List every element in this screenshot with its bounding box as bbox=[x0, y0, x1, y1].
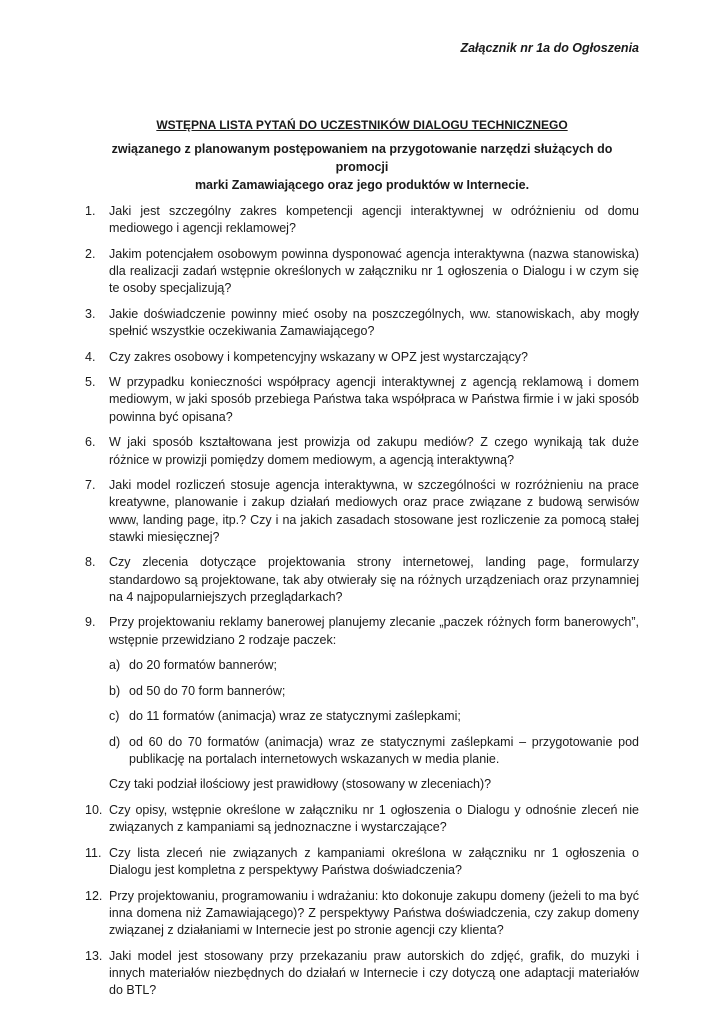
question-item bbox=[85, 246, 639, 298]
question-list bbox=[85, 203, 639, 1008]
option-letter: a) bbox=[109, 658, 121, 673]
question-text: Czy zlecenia dotyczące projektowania strony internetowej, landing page, formularzy standardowo są projektowane, tak aby otwierały się na różnych urządzeniach oraz przynamniej na 4 najpopularniejszych przeglądarkach? bbox=[109, 555, 639, 604]
question-number: 3. bbox=[85, 306, 96, 321]
question-item bbox=[85, 948, 639, 1000]
question-item bbox=[85, 434, 639, 469]
question-item bbox=[85, 349, 639, 366]
question-number: 7. bbox=[85, 477, 96, 492]
question-number: 12. bbox=[85, 888, 103, 903]
question-text: Czy lista zleceń nie związanych z kampaniami określona w załączniku nr 1 ogłoszenia o Dialogu jest kompletna z perspektywy Państwa doświadczenia? bbox=[109, 845, 639, 878]
question-item bbox=[85, 554, 639, 606]
question-item bbox=[85, 203, 639, 238]
question-text: Czy zakres osobowy i kompetencyjny wskazany w OPZ jest wystarczający? bbox=[109, 349, 528, 364]
question-item bbox=[85, 802, 639, 837]
question-number: 1. bbox=[85, 204, 96, 218]
option-text: do 20 formatów bannerów; bbox=[129, 658, 278, 673]
question-text: Jakie doświadczenie powinny mieć osoby na poszczególnych, ww. stanowiskach, aby mogły spełnić wszystkie oczekiwania Zamawiającego? bbox=[109, 306, 639, 339]
question-text: Przy projektowaniu, programowaniu i wdrażaniu: kto dokonuje zakupu domeny (jeżeli to ma być inna domena niż Zamawiającego)? Z perspektywy Państwa doświadczenia, czy zakup domeny związanej z działaniami w Internecie jest po stronie agencji czy klienta? bbox=[109, 888, 639, 938]
option-item bbox=[85, 734, 639, 769]
option-text: od 60 do 70 formatów (animacja) wraz ze statycznymi zaślepkami – przygotowanie pod publikację na portalach internetowych wskazanych w media planie. bbox=[129, 734, 639, 766]
question-number: 2. bbox=[85, 246, 96, 261]
option-letter: b) bbox=[109, 683, 121, 698]
question-text: Przy projektowaniu reklamy banerowej planujemy zlecanie „paczek różnych form banerowych”, wstępnie przewidziano 2 rodzaje paczek: bbox=[109, 615, 639, 647]
question-text: W przypadku konieczności współpracy agencji interaktywnej z agencją reklamową i domem mediowym, w jaki sposób przebiega Państwa taka współpraca w Państwa firmie i w jaki sposób powinna być opisana? bbox=[109, 375, 639, 424]
option-item bbox=[85, 708, 639, 725]
question-text: Jaki model rozliczeń stosuje agencja interaktywna, w szczególności w rozróżnieniu na prace kreatywne, planowanie i zakup działań mediowych oraz prace związane z budową serwisów www, landing page, itp.? Czy i na jakich zasadach stosowane jest rozliczenie za pomocą stałej stawki miesięcznej? bbox=[109, 477, 639, 544]
question-item bbox=[85, 614, 639, 649]
question-item bbox=[85, 374, 639, 426]
option-item bbox=[85, 683, 639, 700]
document-subtitle bbox=[85, 140, 639, 194]
question-number: 13. bbox=[85, 948, 103, 963]
option-letter: c) bbox=[109, 709, 120, 724]
question-followup: Czy taki podział ilościowy jest prawidłowy (stosowany w zleceniach)? bbox=[109, 777, 492, 792]
question-number: 6. bbox=[85, 435, 96, 450]
option-text: do 11 formatów (animacja) wraz ze statycznymi zaślepkami; bbox=[129, 709, 461, 724]
question-text: Czy opisy, wstępnie określone w załączniku nr 1 ogłoszenia o Dialogu y odnośnie zleceń nie związanych z kampaniami są jednoznaczne i wystarczające? bbox=[109, 802, 639, 835]
question-item bbox=[85, 888, 639, 940]
question-number: 8. bbox=[85, 555, 96, 570]
question-item bbox=[85, 477, 639, 546]
question-text: Jaki jest szczególny zakres kompetencji agencji interaktywnej w odróżnieniu od domu mediowego i agencji reklamowej? bbox=[109, 204, 639, 236]
question-item bbox=[85, 306, 639, 341]
option-item bbox=[85, 657, 639, 674]
question-number: 5. bbox=[85, 375, 96, 390]
annex-label: Załącznik nr 1a do Ogłoszenia bbox=[460, 41, 639, 55]
option-text: od 50 do 70 form bannerów; bbox=[129, 683, 286, 698]
question-number: 4. bbox=[85, 349, 96, 364]
question-text: W jaki sposób kształtowana jest prowizja od zakupu mediów? Z czego wynikają tak duże różnice w prowizji pomiędzy domem mediowym, a agencją interaktywną? bbox=[109, 435, 639, 467]
question-text: Jakim potencjałem osobowym powinna dysponować agencja interaktywna (nazwa stanowiska) dla realizacji zadań wstępnie określonych w załączniku nr 1 ogłoszenia o Dialogu i w czym się te osoby specjalizują? bbox=[109, 246, 639, 296]
question-number: 9. bbox=[85, 615, 96, 630]
question-number: 11. bbox=[85, 845, 102, 860]
question-text: Jaki model jest stosowany przy przekazaniu praw autorskich do zdjęć, grafik, do muzyki i innych materiałów niezbędnych do działań w Internecie i czy dotyczą one adaptacji materiałów do BTL? bbox=[109, 948, 639, 998]
question-item bbox=[85, 845, 639, 880]
question-number: 10. bbox=[85, 802, 103, 817]
subtitle-line-2: marki Zamawiającego oraz jego produktów w Internecie. bbox=[194, 178, 530, 192]
subtitle-line-1: związanego z planowanym postępowaniem na przygotowanie narzędzi służących do promocji bbox=[111, 142, 613, 174]
document-title: WSTĘPNA LISTA PYTAŃ DO UCZESTNIKÓW DIALOGU TECHNICZNEGO bbox=[156, 118, 568, 132]
option-letter: d) bbox=[109, 734, 121, 749]
